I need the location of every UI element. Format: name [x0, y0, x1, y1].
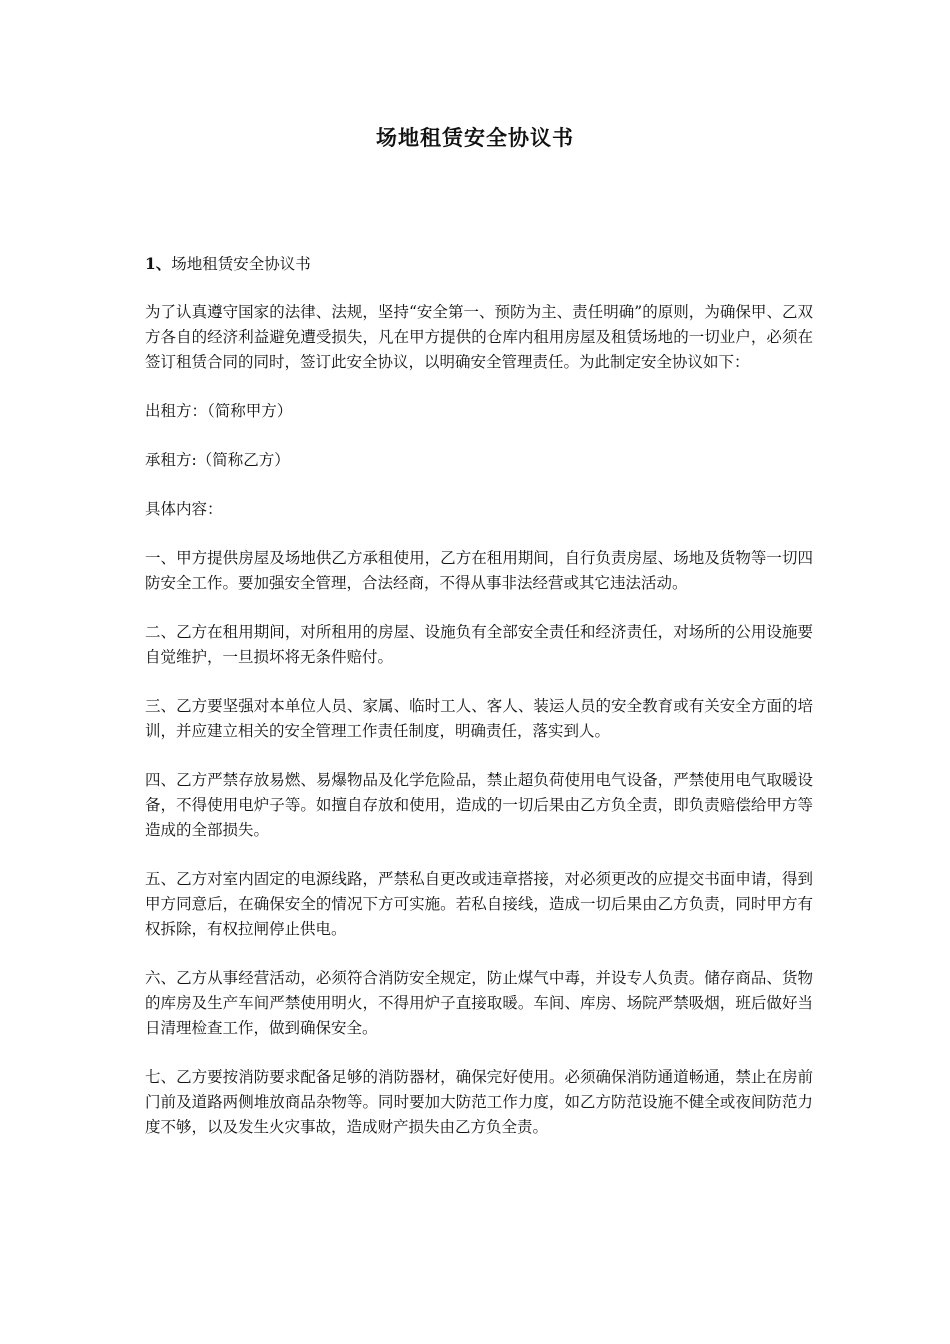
clause-1: 一、甲方提供房屋及场地供乙方承租使用，乙方在租用期间，自行负责房屋、场地及货物等一切四防安全工作。要加强安全管理，合法经商，不得从事非法经营或其它违法活动。 — [145, 549, 813, 592]
clause-3: 三、乙方要坚强对本单位人员、家属、临时工人、客人、装运人员的安全教育或有关安全方面的培训，并应建立相关的安全管理工作责任制度，明确责任，落实到人。 — [145, 697, 813, 740]
clause-7: 七、乙方要按消防要求配备足够的消防器材，确保完好使用。必须确保消防通道畅通，禁止在房前门前及道路两侧堆放商品杂物等。同时要加大防范工作力度，如乙方防范设施不健全或夜间防范力度不够，以及发生火灾事故，造成财产损失由乙方负全责。 — [145, 1068, 813, 1136]
lessee-line: 承租方:（简称乙方） — [145, 451, 290, 469]
content-heading: 具体内容： — [145, 500, 223, 518]
clause-6: 六、乙方从事经营活动，必须符合消防安全规定，防止煤气中毒，并设专人负责。储存商品、货物的库房及生产车间严禁使用明火，不得用炉子直接取暖。车间、库房、场院严禁吸烟，班后做好当日清理检查工作，做到确保安全。 — [145, 969, 813, 1037]
section-number: 1、 — [145, 254, 172, 273]
clause-4: 四、乙方严禁存放易燃、易爆物品及化学危险品，禁止超负荷使用电气设备，严禁使用电气取暖设备，不得使用电炉子等。如擅自存放和使用，造成的一切后果由乙方负全责，即负责赔偿给甲方等造成的全部损失。 — [145, 771, 813, 839]
document-title: 场地租赁安全协议书 — [376, 125, 574, 150]
clause-2: 二、乙方在租用期间，对所租用的房屋、设施负有全部安全责任和经济责任，对场所的公用设施要自觉维护，一旦损坏将无条件赔付。 — [145, 623, 813, 666]
intro-paragraph: 为了认真遵守国家的法律、法规，坚持“安全第一、预防为主、责任明确”的原则，为确保甲、乙双方各自的经济利益避免遭受损失，凡在甲方提供的仓库内租用房屋及租赁场地的一切业户，必须在签订租赁合同的同时，签订此安全协议，以明确安全管理责任。为此制定安全协议如下： — [145, 303, 813, 371]
lessor-line: 出租方：（简称甲方） — [145, 402, 293, 420]
section-heading — [145, 251, 813, 277]
section-title: 场地租赁安全协议书 — [171, 255, 311, 273]
document-body — [145, 251, 813, 1164]
clause-5: 五、乙方对室内固定的电源线路，严禁私自更改或违章搭接，对必须更改的应提交书面申请，得到甲方同意后，在确保安全的情况下方可实施。若私自接线，造成一切后果由乙方负责，同时甲方有权拆除，有权拉闸停止供电。 — [145, 870, 813, 938]
